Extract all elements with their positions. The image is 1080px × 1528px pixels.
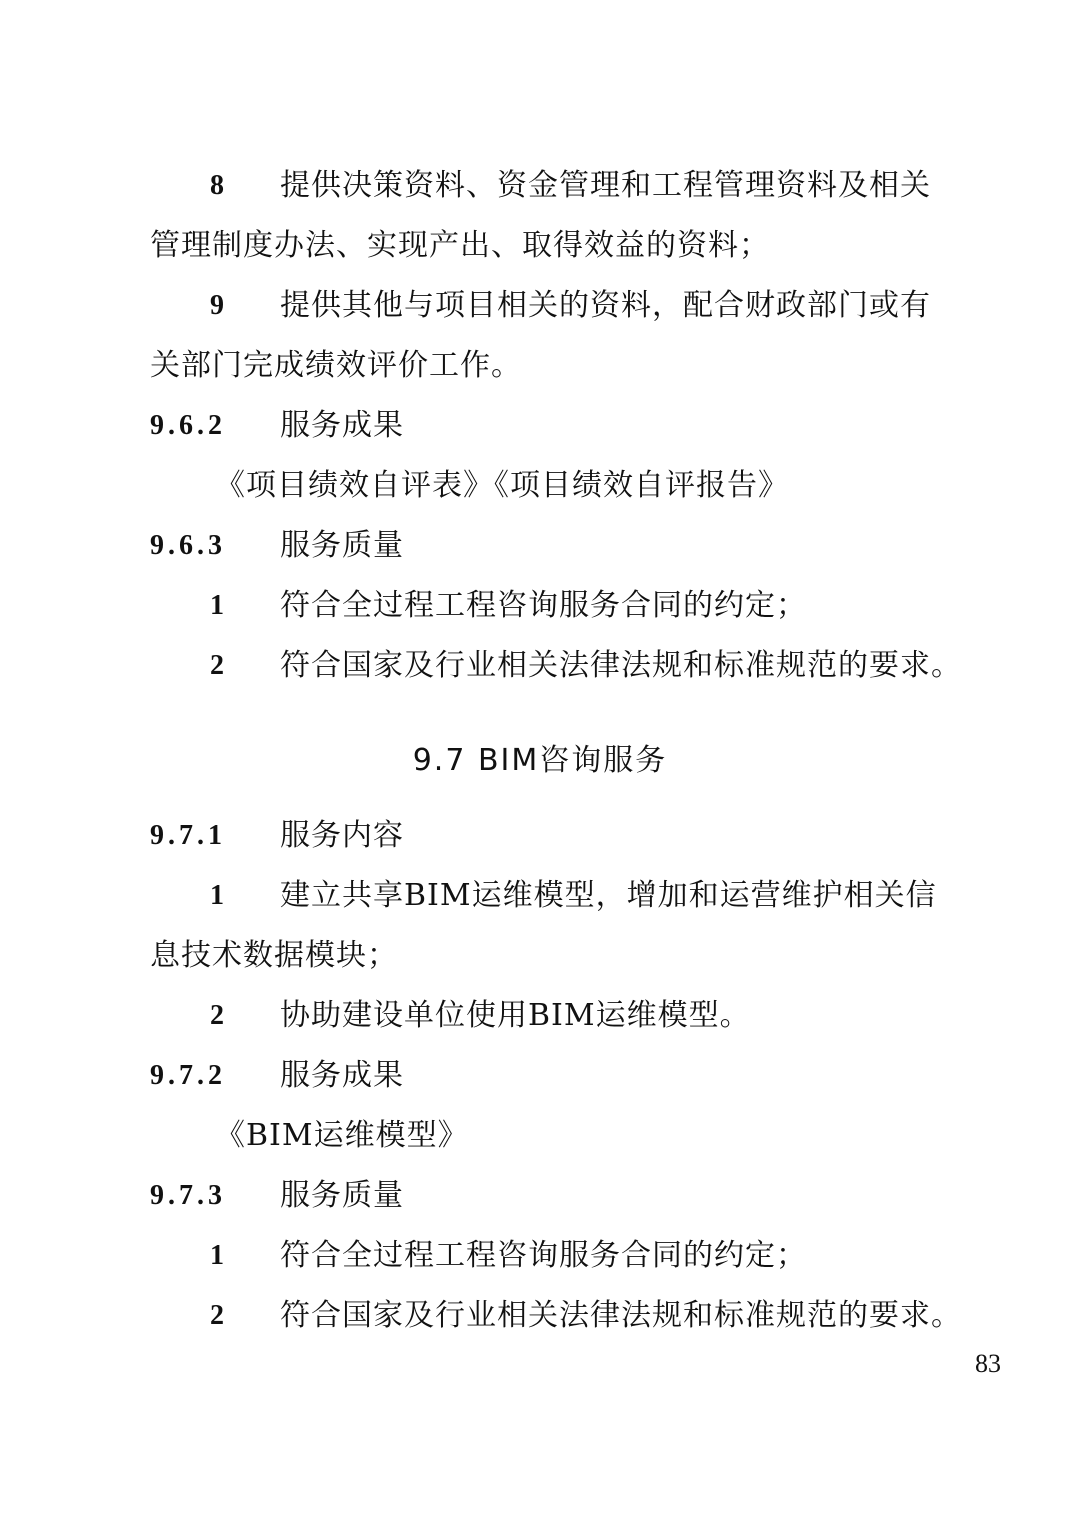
section-heading: 服务成果 — [280, 408, 404, 443]
section-number: 9.6.3 — [150, 530, 226, 561]
list-item-text: 符合国家及行业相关法律法规和标准规范的要求。 — [280, 1298, 962, 1333]
list-item-text: 符合全过程工程咨询服务合同的约定； — [280, 1238, 807, 1273]
list-item-number: 1 — [210, 1240, 224, 1271]
page-number: 83 — [975, 1349, 1001, 1378]
section-title: 9.7 BIM咨询服务 — [412, 743, 668, 778]
list-item-text: 提供其他与项目相关的资料，配合财政部门或有 — [280, 288, 931, 323]
section-number: 9.7.3 — [150, 1180, 226, 1211]
section-body: 《BIM运维模型》 — [215, 1118, 469, 1153]
list-item-text: 协助建设单位使用BIM运维模型。 — [280, 998, 751, 1033]
list-item-number: 9 — [210, 290, 224, 321]
list-item-text: 建立共享BIM运维模型，增加和运营维护相关信 — [280, 878, 937, 913]
list-item-text-continued: 关部门完成绩效评价工作。 — [150, 348, 522, 383]
section-body: 《项目绩效自评表》《项目绩效自评报告》 — [215, 468, 789, 503]
list-item-number: 2 — [210, 650, 224, 681]
list-item-number: 2 — [210, 1300, 224, 1331]
section-heading: 服务质量 — [280, 528, 404, 563]
list-item-text-continued: 息技术数据模块； — [150, 938, 398, 973]
section-heading: 服务质量 — [280, 1178, 404, 1213]
section-number: 9.6.2 — [150, 410, 226, 441]
list-item-text: 符合全过程工程咨询服务合同的约定； — [280, 588, 807, 623]
list-item-number: 1 — [210, 590, 224, 621]
list-item-number: 2 — [210, 1000, 224, 1031]
section-number: 9.7.1 — [150, 820, 226, 851]
list-item-text: 符合国家及行业相关法律法规和标准规范的要求。 — [280, 648, 962, 683]
section-heading: 服务内容 — [280, 818, 404, 853]
section-heading: 服务成果 — [280, 1058, 404, 1093]
list-item-number: 8 — [210, 170, 224, 201]
list-item-text: 提供决策资料、资金管理和工程管理资料及相关 — [280, 168, 931, 203]
list-item-text-continued: 管理制度办法、实现产出、取得效益的资料； — [150, 228, 770, 263]
section-number: 9.7.2 — [150, 1060, 226, 1091]
list-item-number: 1 — [210, 880, 224, 911]
